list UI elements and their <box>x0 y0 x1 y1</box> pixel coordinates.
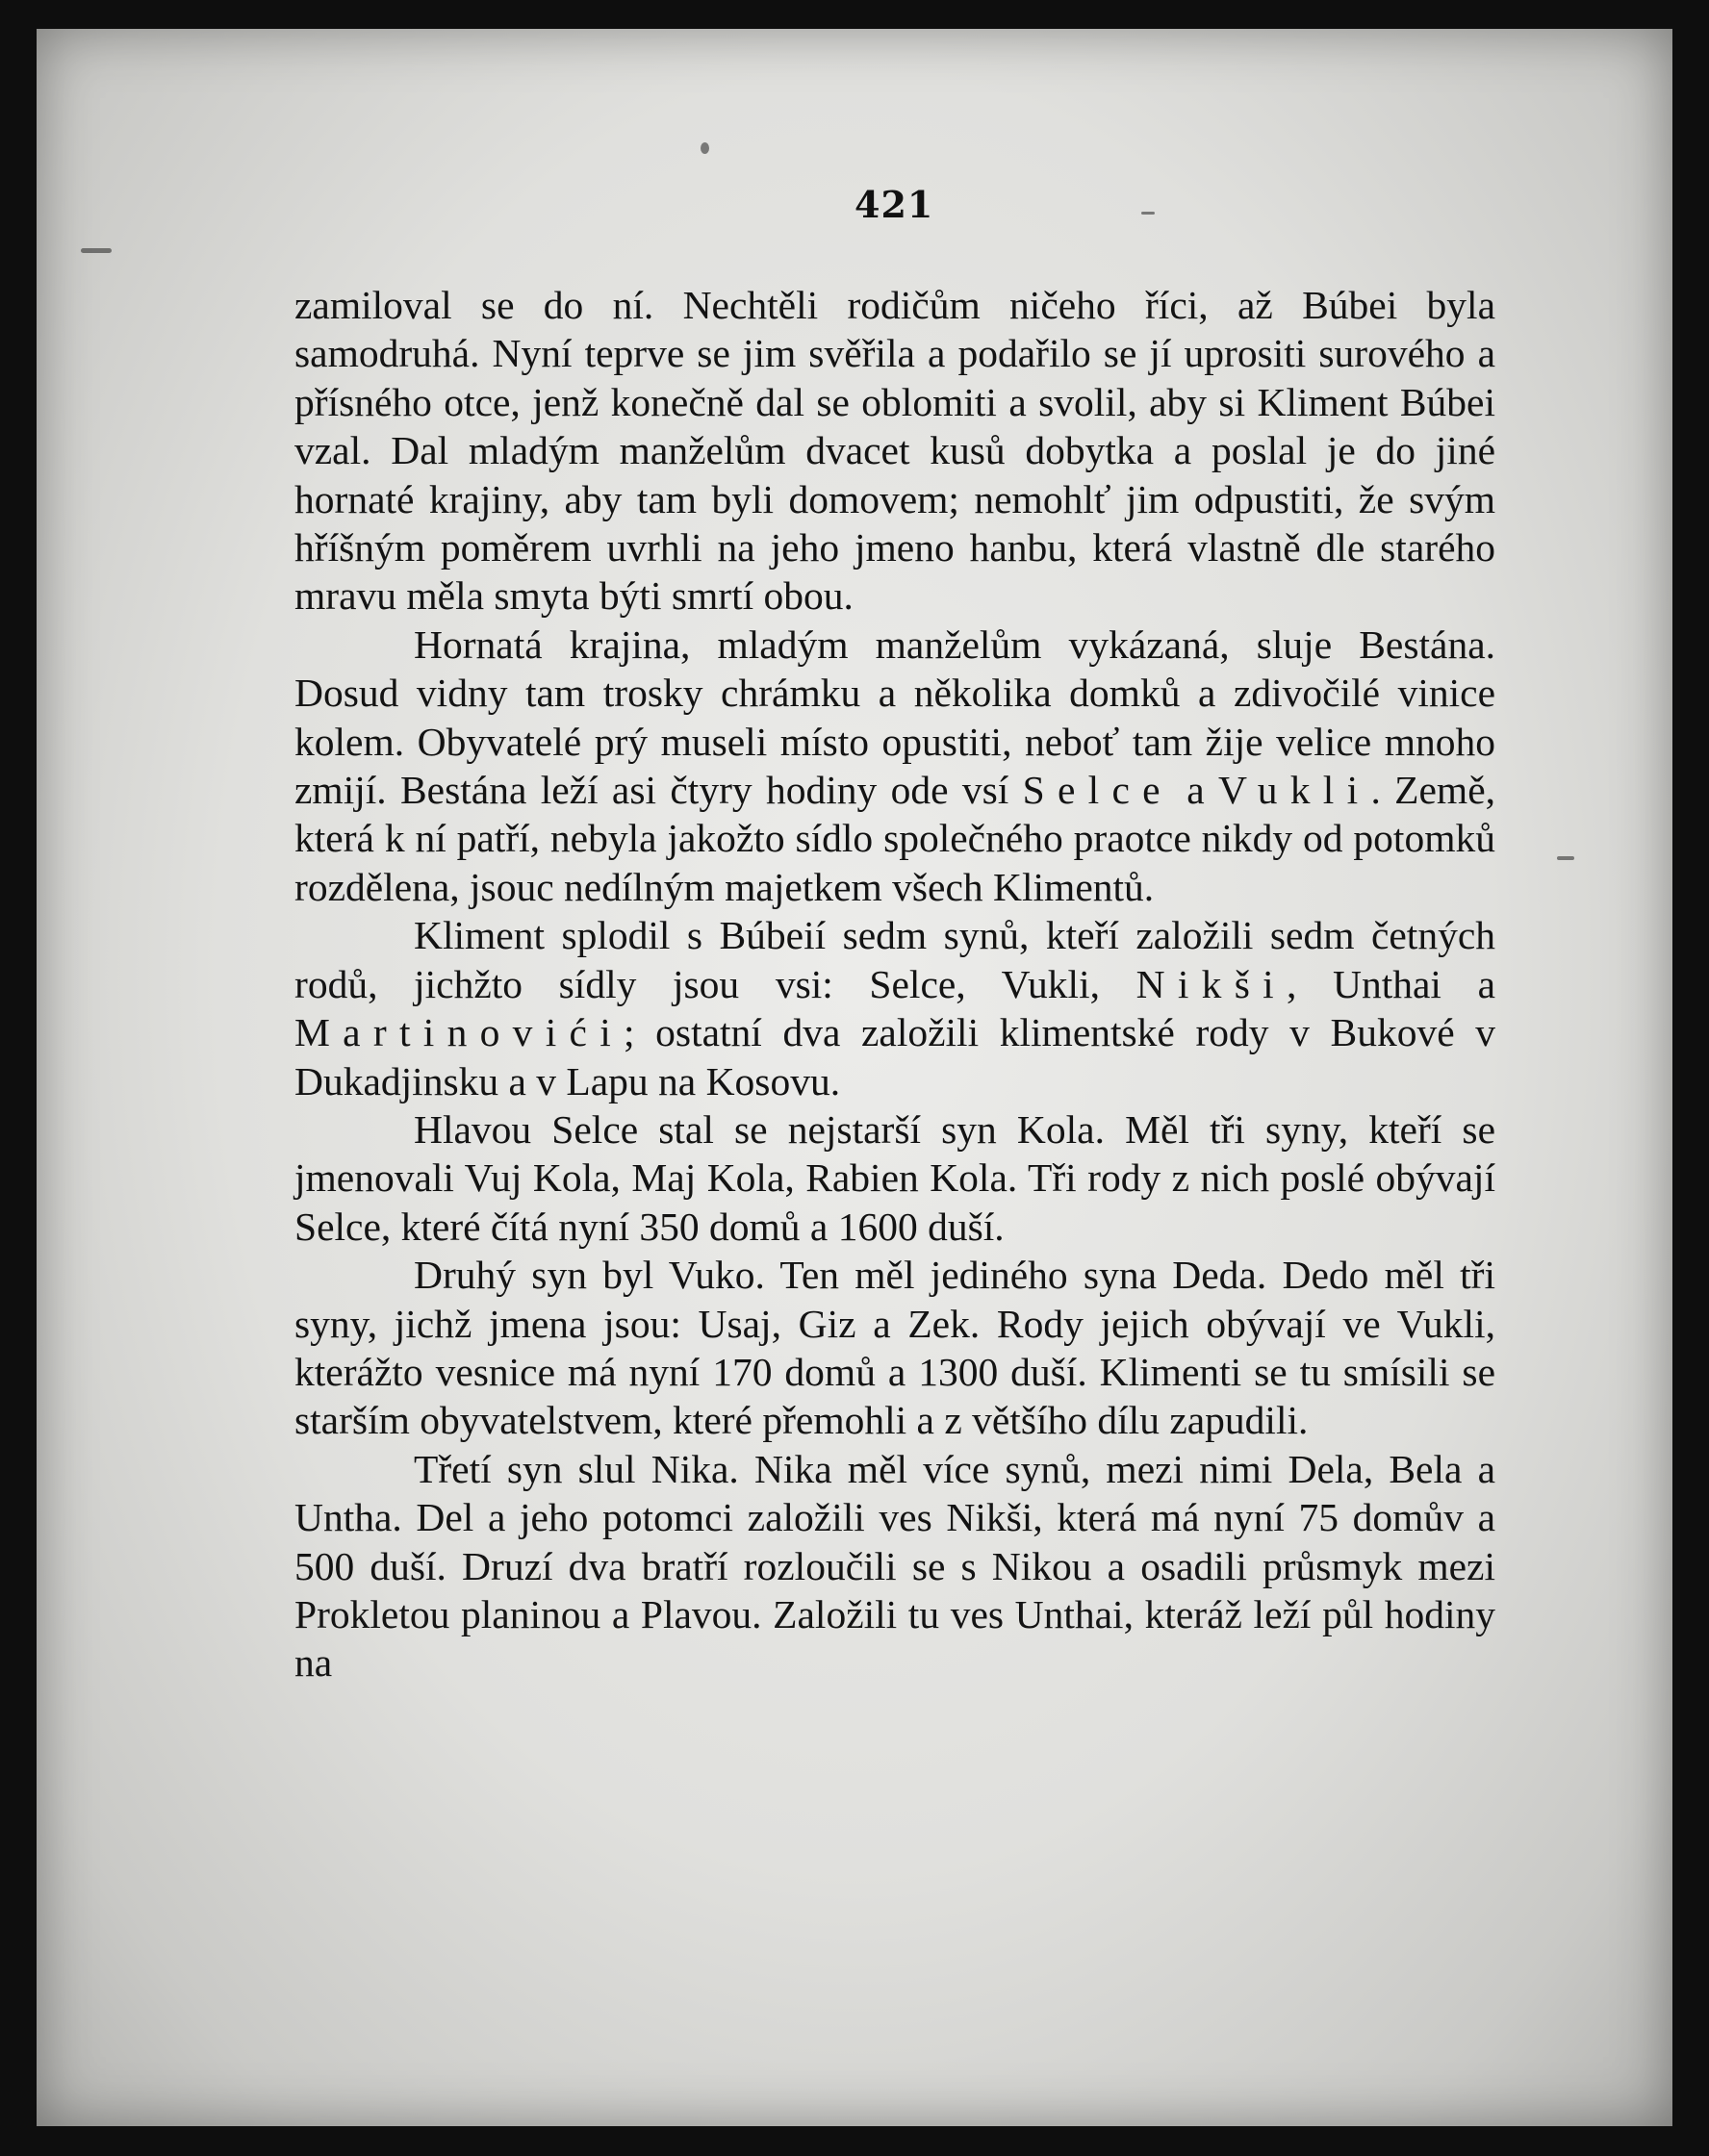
paragraph-6-text: Třetí syn slul Nika. Nika měl více synů, mezi nimi Dela, Bela a Untha. Del a jeho potomci založili ves Nikši, která má nyní 75 domův a 500 duší. Druzí dva bratří rozloučili se s Nikou a osadili průsmyk mezi Prokletou planinou a Plavou. Založili tu ves Unthai, kteráž leží půl hodiny na <box>294 1446 1495 1686</box>
spaced-name-selce: Selce <box>1022 768 1173 813</box>
ink-speck <box>1557 856 1574 860</box>
ink-speck <box>81 248 112 253</box>
paragraph-5-text: Druhý syn byl Vuko. Ten měl jediného syna Deda. Dedo měl tři syny, jichž jmena jsou: Usaj, Giz a Zek. Rody jejich obývají ve Vukli, kterážto vesnice má nyní 170 domů a 1300 duší. Klimenti se tu smísili se starším obyvatelstvem, které přemohli a z většího dílu zapudili. <box>294 1253 1495 1443</box>
ink-speck <box>701 142 709 154</box>
paragraph-5 <box>294 1251 1495 1445</box>
book-page <box>37 29 1672 2126</box>
page-number: 421 <box>854 183 934 226</box>
spaced-name-vukli: Vukli <box>1217 768 1371 813</box>
paragraph-4-text: Hlavou Selce stal se nejstarší syn Kola. Měl tři syny, kteří se jmenovali Vuj Kola, Maj Kola, Rabien Kola. Tři rody z nich poslé obývají Selce, které čítá nyní 350 domů a 1600 duší. <box>294 1106 1495 1249</box>
paragraph-2-text-c: . Země, která k ní patří, nebyla jakožto sídlo společného praotce nikdy od potomků rozdělena, jsouc nedílným majetkem všech Klimentů. <box>294 768 1495 909</box>
paragraph-1 <box>294 281 1495 621</box>
spaced-name-martinovici: Martinovići <box>294 1010 625 1055</box>
paragraph-1-text: zamiloval se do ní. Nechtěli rodičům ničeho říci, až Búbei byla samodruhá. Nyní teprve se jim svěřila a podařilo se jí uprositi surového a přísného otce, jenž konečně dal se oblomiti a svolil, aby si Kliment Búbei vzal. Dal mladým manželům dvacet kusů dobytka a poslal je do jiné hornaté krajiny, aby tam byli domovem; nemohlť jim odpustiti, že svým hříšným poměrem uvrhli na jeho jmeno hanbu, která vlastně dle starého mravu měla smyta býti smrtí obou. <box>294 283 1495 619</box>
body-text <box>294 281 1495 1687</box>
paragraph-2-text-a: Hornatá krajina, mladým manželům vykázaná, sluje Bestána. Dosud vidny tam trosky chrámku a několika domků a zdivočilé vinice kolem. Obyvatelé prý museli místo opustiti, neboť tam žije velice mnoho zmijí. Bestána leží asi čtyry hodiny ode vsí <box>294 621 1495 813</box>
paragraph-3-text-b: , Unthai a <box>1286 961 1495 1006</box>
paragraph-2 <box>294 621 1495 911</box>
paragraph-2-text-b: a <box>1172 768 1218 813</box>
paragraph-3-text-a: Kliment splodil s Búbeií sedm synů, kteří založili sedm četných rodů, jichžto sídly jsou vsi: Selce, Vukli, <box>294 913 1495 1006</box>
spaced-name-niksi: Nikši <box>1135 961 1287 1006</box>
paragraph-3 <box>294 911 1495 1105</box>
paragraph-6 <box>294 1445 1495 1687</box>
paragraph-4 <box>294 1105 1495 1251</box>
paragraph-3-text-c: ; ostatní dva založili klimentské rody v Bukové v Dukadjinsku a v Lapu na Kosovu. <box>294 1010 1495 1103</box>
ink-speck <box>1141 212 1155 215</box>
